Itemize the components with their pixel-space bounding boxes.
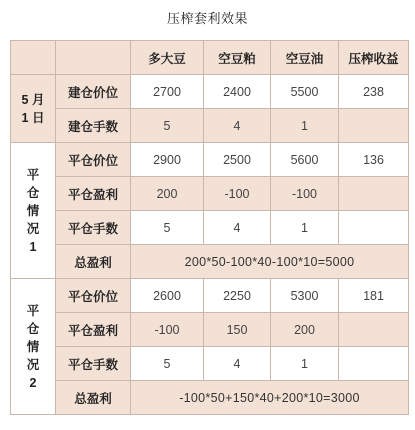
table-cell: -100 [271,177,339,211]
corner-cell [11,41,56,75]
table-cell: 150 [204,313,271,347]
row-label: 平仓价位 [56,279,131,313]
table-row [11,347,409,381]
table-cell: 2500 [204,143,271,177]
arbitrage-table [10,40,409,415]
total-formula: -100*50+150*40+200*10=3000 [131,381,409,415]
table-row [11,279,409,313]
side-label-line: 仓 [26,321,40,336]
table-cell [339,211,409,245]
column-header: 多大豆 [131,41,204,75]
side-label-line: 情 [26,339,40,354]
table-cell: 2900 [131,143,204,177]
side-label-line: 5 月 [21,92,45,107]
corner-cell-2 [56,41,131,75]
section-close-1-label [11,143,56,279]
table-row [11,177,409,211]
side-label-line: 平 [26,303,40,318]
side-label-line: 仓 [26,185,40,200]
total-label: 总盈利 [56,381,131,415]
row-label: 建仓手数 [56,109,131,143]
table-row [11,75,409,109]
row-label: 平仓盈利 [56,313,131,347]
table-row [11,109,409,143]
table-cell: 200 [271,313,339,347]
table-cell: -100 [131,313,204,347]
table-cell: 4 [204,211,271,245]
table-cell: 1 [271,347,339,381]
table-cell: 5 [131,211,204,245]
table-cell [339,109,409,143]
table-cell [339,177,409,211]
total-label: 总盈利 [56,245,131,279]
table-cell: 5600 [271,143,339,177]
section-date-label [11,75,56,143]
row-label: 平仓手数 [56,347,131,381]
table-cell: 4 [204,347,271,381]
side-label-line: 况 [26,221,40,236]
section-close-2-label [11,279,56,415]
table-cell: 200 [131,177,204,211]
table-cell: 4 [204,109,271,143]
table-cell: 2600 [131,279,204,313]
table-cell: 1 [271,211,339,245]
table-cell: 5300 [271,279,339,313]
side-label-line: 2 [29,375,37,390]
row-label: 平仓手数 [56,211,131,245]
side-label-line: 1 日 [21,110,45,125]
table-row [11,313,409,347]
table-cell: 181 [339,279,409,313]
side-label-line: 况 [26,357,40,372]
column-header: 空豆油 [271,41,339,75]
table-title: 压榨套利效果 [166,11,248,26]
table-row [11,143,409,177]
column-header: 空豆粕 [204,41,271,75]
table-cell: 2700 [131,75,204,109]
total-row [11,381,409,415]
side-label-line: 1 [29,239,37,254]
table-cell: 1 [271,109,339,143]
table-row [11,211,409,245]
header-row [11,41,409,75]
table-cell: 2250 [204,279,271,313]
table-cell [339,313,409,347]
total-row [11,245,409,279]
table-cell: 136 [339,143,409,177]
total-formula: 200*50-100*40-100*10=5000 [131,245,409,279]
table-cell: 5 [131,109,204,143]
table-cell: 238 [339,75,409,109]
side-label-line: 情 [26,203,40,218]
table-cell: -100 [204,177,271,211]
column-header: 压榨收益 [339,41,409,75]
row-label: 建仓价位 [56,75,131,109]
side-label-line: 平 [26,167,40,182]
row-label: 平仓盈利 [56,177,131,211]
row-label: 平仓价位 [56,143,131,177]
table-cell [339,347,409,381]
table-cell: 5500 [271,75,339,109]
table-cell: 2400 [204,75,271,109]
table-cell: 5 [131,347,204,381]
